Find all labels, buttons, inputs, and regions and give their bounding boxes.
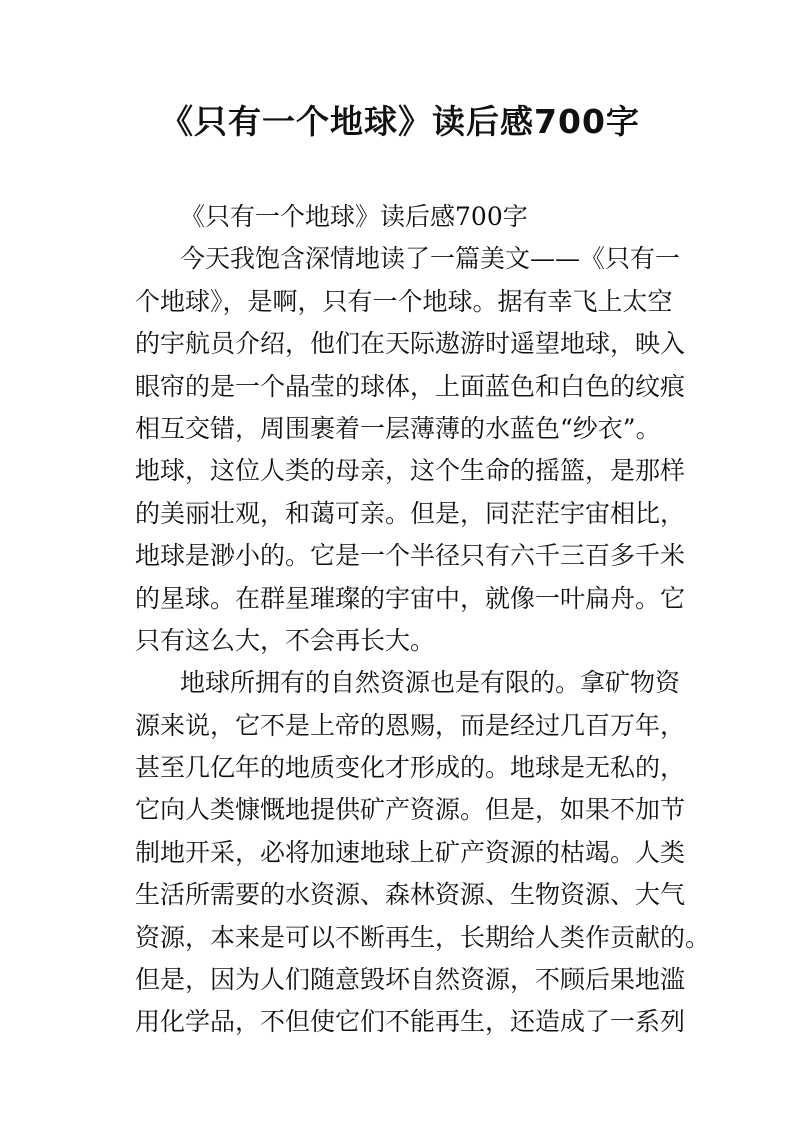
text-line: 制地开采，必将加速地球上矿产资源的枯竭。人类	[135, 837, 686, 867]
text-line: 今天我饱含深情地读了一篇美文——《只有一	[180, 244, 681, 274]
text-line: 眼帘的是一个晶莹的球体，上面蓝色和白色的纹痕	[135, 371, 686, 401]
text-line: 地球是渺小的。它是一个半径只有六千三百多千米	[135, 541, 686, 571]
text-line: 的美丽壮观，和蔼可亲。但是，同茫茫宇宙相比，	[135, 498, 686, 528]
text-line: 个地球》，是啊，只有一个地球。据有幸飞上太空	[135, 286, 673, 316]
document-subtitle-line: 《只有一个地球》读后感700字	[180, 202, 528, 231]
text-line: 它向人类慷慨地提供矿产资源。但是，如果不加节	[135, 795, 686, 825]
text-line: 但是，因为人们随意毁坏自然资源，不顾后果地滥	[135, 965, 686, 995]
document-title: 《只有一个地球》读后感700字	[160, 102, 640, 141]
text-line: 源来说，它不是上帝的恩赐，而是经过几百万年，	[135, 710, 686, 740]
text-line: 地球所拥有的自然资源也是有限的。拿矿物资	[180, 668, 681, 698]
text-line: 地球，这位人类的母亲，这个生命的摇篮，是那样	[135, 456, 686, 486]
text-line: 资源，本来是可以不断再生，长期给人类作贡献的。	[135, 922, 711, 952]
text-line: 生活所需要的水资源、森林资源、生物资源、大气	[135, 880, 686, 910]
text-line: 用化学品，不但使它们不能再生，还造成了一系列	[135, 1007, 686, 1037]
text-line: 甚至几亿年的地质变化才形成的。地球是无私的，	[135, 753, 686, 783]
text-line: 的星球。在群星璀璨的宇宙中，就像一叶扁舟。它	[135, 583, 686, 613]
text-line: 只有这么大，不会再长大。	[135, 625, 436, 655]
text-line: 相互交错，周围裹着一层薄薄的水蓝色“纱衣”。	[135, 413, 661, 443]
text-line: 的宇航员介绍，他们在天际遨游时遥望地球，映入	[135, 329, 686, 359]
document-body	[135, 196, 711, 1044]
